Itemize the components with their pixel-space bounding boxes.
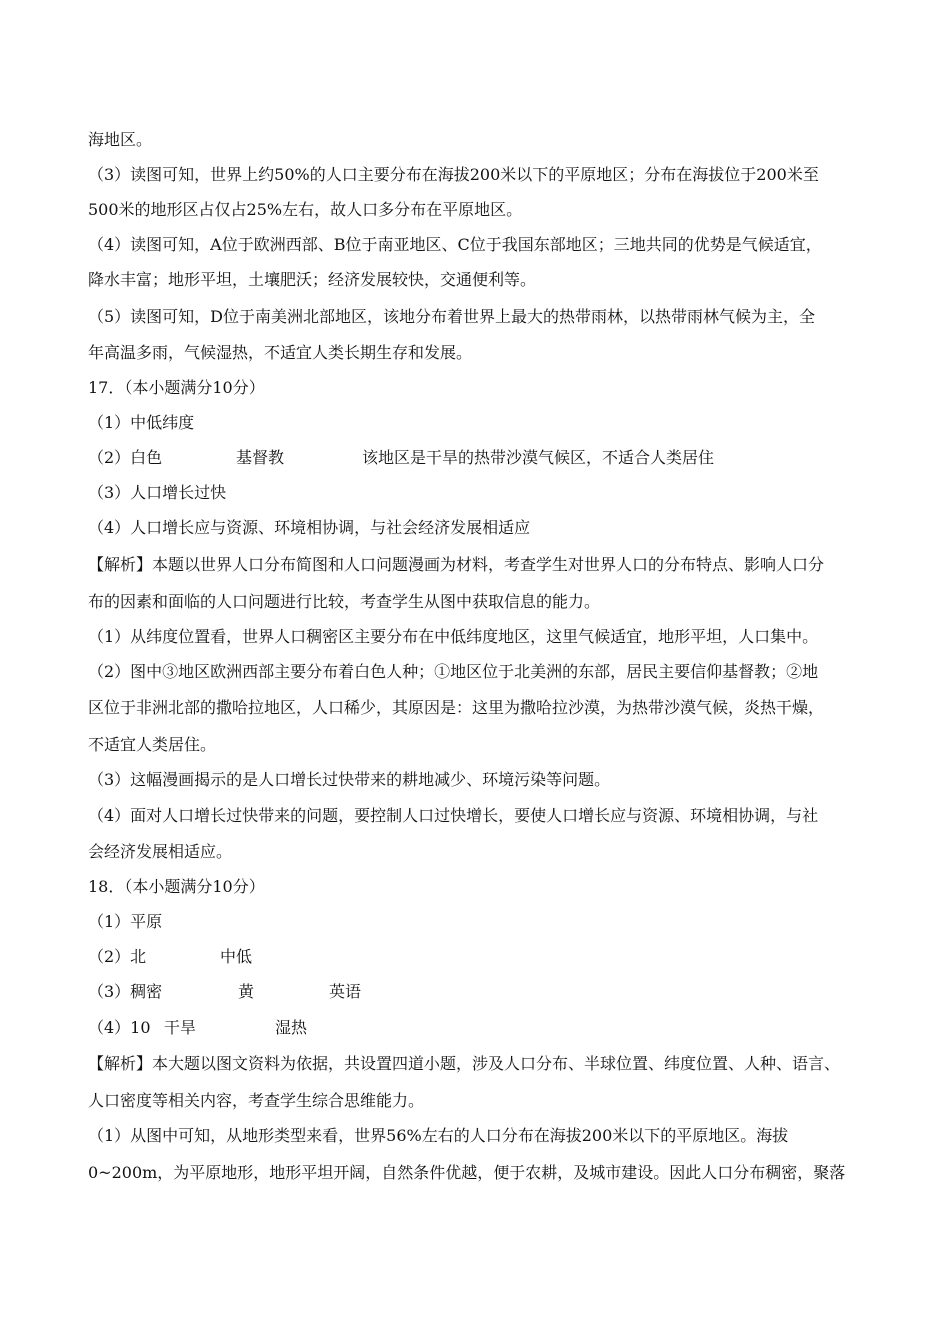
answer-part: 该地区是干旱的热带沙漠气候区，不适合人类居住 (362, 448, 715, 467)
answer-part: （4）10 (88, 1018, 151, 1037)
answer-line (88, 947, 868, 967)
answer-line (88, 448, 868, 468)
text-line: 500米的地形区占仅占25%左右，故人口多分布在平原地区。 (88, 200, 523, 219)
answer-line (88, 982, 868, 1002)
answer-part: 基督教 (236, 448, 285, 467)
answer-part: （2）北 (88, 947, 147, 966)
answer-part: （3）稠密 (88, 982, 163, 1001)
text-line: （3）读图可知，世界上约50%的人口主要分布在海拔200米以下的平原地区；分布在海拔位于200米至 (88, 165, 819, 184)
text-line: （2）图中③地区欧洲西部主要分布着白色人种；①地区位于北美洲的东部，居民主要信仰基督教；②地 (88, 662, 819, 681)
text-line: 0~200m，为平原地形，地形平坦开阔，自然条件优越，便于农耕，及城市建设。因此人口分布稠密，聚落 (88, 1163, 846, 1182)
answer-line: （4）人口增长应与资源、环境相协调，与社会经济发展相适应 (88, 518, 531, 537)
text-line: 区位于非洲北部的撒哈拉地区，人口稀少，其原因是：这里为撒哈拉沙漠，为热带沙漠气候，炎热干燥， (88, 698, 825, 717)
text-line: （4）读图可知，A位于欧洲西部、B位于南亚地区、C位于我国东部地区；三地共同的优势是气候适宜， (88, 235, 822, 254)
answer-line: （3）人口增长过快 (88, 483, 227, 502)
answer-part: 中低 (220, 947, 253, 966)
analysis-line: 【解析】本大题以图文资料为依据，共设置四道小题，涉及人口分布、半球位置、纬度位置、人种、语言、 (88, 1054, 841, 1073)
text-line: （3）这幅漫画揭示的是人口增长过快带来的耕地减少、环境污染等问题。 (88, 770, 611, 789)
text-line: 年高温多雨，气候湿热，不适宜人类长期生存和发展。 (88, 343, 473, 362)
text-line: 海地区。 (88, 130, 153, 149)
text-line: 会经济发展相适应。 (88, 842, 233, 861)
answer-part: 干旱 (164, 1018, 197, 1037)
text-line: 布的因素和面临的人口问题进行比较，考查学生从图中获取信息的能力。 (88, 592, 601, 611)
answer-part: 英语 (329, 982, 362, 1001)
text-line: （1）从纬度位置看，世界人口稠密区主要分布在中低纬度地区，这里气候适宜，地形平坦，人口集中。 (88, 627, 819, 646)
text-line: 不适宜人类居住。 (88, 735, 217, 754)
answer-part: 黄 (238, 982, 255, 1001)
answer-part: 湿热 (275, 1018, 308, 1037)
text-line: （1）从图中可知，从地形类型来看，世界56%左右的人口分布在海拔200米以下的平原地区。海拔 (88, 1126, 789, 1145)
answer-line (88, 1018, 868, 1038)
question-heading: 18．（本小题满分10分） (88, 877, 265, 896)
answer-part: （2）白色 (88, 448, 163, 467)
text-line: （5）读图可知，D位于南美洲北部地区，该地分布着世界上最大的热带雨林，以热带雨林气候为主，全 (88, 307, 816, 326)
question-heading: 17．（本小题满分10分） (88, 378, 265, 397)
text-line: （4）面对人口增长过快带来的问题，要控制人口过快增长，要使人口增长应与资源、环境相协调，与社 (88, 806, 819, 825)
text-line: 人口密度等相关内容，考查学生综合思维能力。 (88, 1091, 425, 1110)
text-line: 降水丰富；地形平坦，土壤肥沃；经济发展较快，交通便利等。 (88, 270, 537, 289)
answer-line: （1）平原 (88, 912, 163, 931)
answer-line: （1）中低纬度 (88, 413, 195, 432)
analysis-line: 【解析】本题以世界人口分布简图和人口问题漫画为材料，考查学生对世界人口的分布特点、影响人口分 (88, 555, 825, 574)
